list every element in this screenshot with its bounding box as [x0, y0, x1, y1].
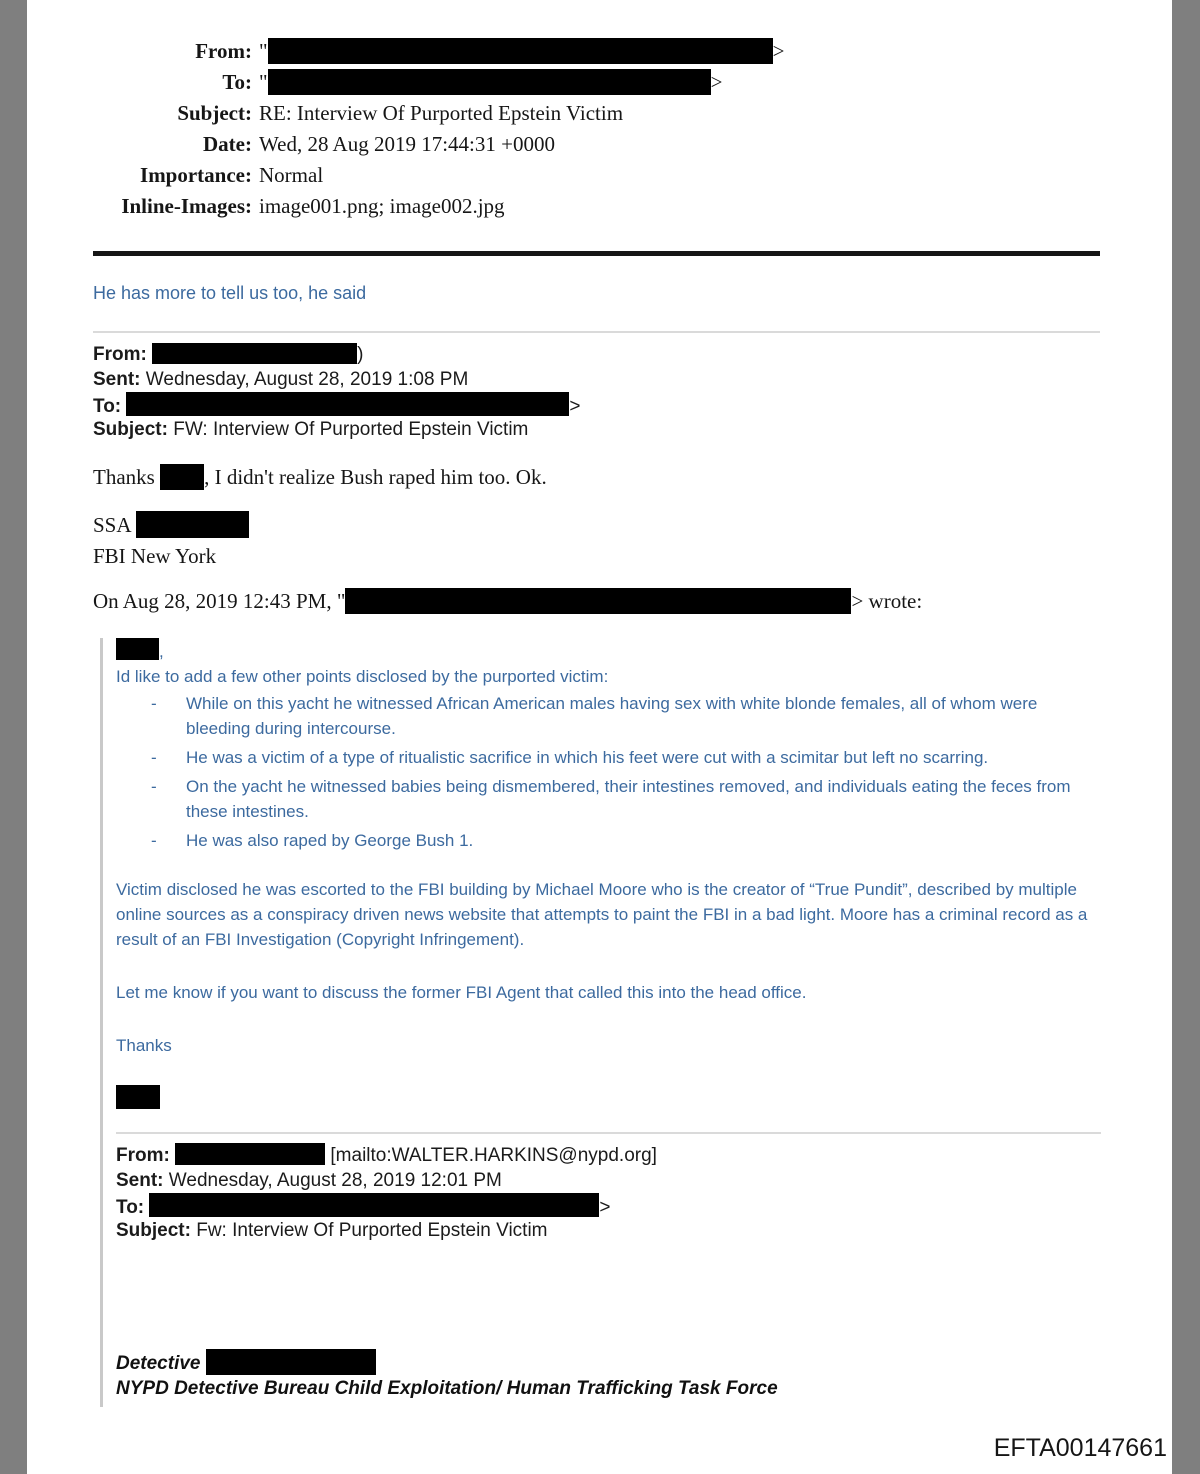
- bullet-dash: -: [151, 748, 157, 767]
- scan-edge-right: [1172, 0, 1200, 1474]
- redaction-bar: [268, 69, 711, 95]
- bullet-text: On the yacht he witnessed babies being dismembered, their intestines removed, and individuals eating the feces from these intestines.: [186, 777, 1071, 821]
- redaction-bar: [152, 343, 357, 364]
- fwd2-row-subject: [116, 1218, 1118, 1243]
- mailto-text: [mailto:WALTER.HARKINS@nypd.org]: [330, 1145, 657, 1166]
- inline-images-value: image001.png; image002.jpg: [259, 194, 505, 218]
- importance-label: Importance:: [140, 163, 252, 187]
- fwd1-row-subject: [93, 417, 581, 442]
- quote-closing: Thanks: [116, 1036, 172, 1055]
- angle-bracket: >: [599, 1197, 611, 1218]
- quote-signature-redaction: [116, 1085, 1118, 1110]
- from-label: From:: [93, 344, 147, 365]
- sent-label: Sent:: [93, 369, 141, 390]
- subject-label: Subject:: [177, 101, 252, 125]
- angle-bracket: >: [569, 396, 581, 417]
- body-line: [93, 462, 922, 493]
- redaction-bar: [149, 1193, 599, 1217]
- subject-value: FW: Interview Of Purported Epstein Victim: [173, 419, 529, 440]
- subject-label: Subject:: [93, 419, 168, 440]
- sent-value: Wednesday, August 28, 2019 1:08 PM: [145, 369, 469, 390]
- forwarded-header-1: [93, 342, 581, 442]
- date-label: Date:: [203, 132, 252, 156]
- redaction-bar: [175, 1143, 325, 1165]
- body-text: Thanks: [93, 465, 155, 489]
- angle-bracket: >: [710, 70, 723, 94]
- bullet-text: While on this yacht he witnessed African American males having sex with white blonde females, all of whom were bleeding during intercourse.: [186, 694, 1038, 738]
- to-label: To:: [116, 1197, 145, 1218]
- quote-attribution-line: [93, 586, 922, 617]
- signature-line-office: FBI New York: [93, 544, 217, 568]
- redaction-bar: [116, 1085, 160, 1109]
- attribution-text: On Aug 28, 2019 12:43 PM, ": [93, 589, 346, 613]
- inline-images-label: Inline-Images:: [121, 194, 252, 218]
- redaction-bar: [116, 638, 159, 660]
- sent-label: Sent:: [116, 1170, 164, 1191]
- sig-title: SSA: [93, 513, 131, 537]
- fwd2-row-to: [116, 1193, 1118, 1218]
- redaction-bar: [136, 511, 249, 538]
- to-label: To:: [93, 396, 122, 417]
- email-header-block: [0, 36, 784, 222]
- from-label: From:: [116, 1145, 170, 1166]
- nypd-signature: [116, 1349, 1118, 1401]
- bullet-dash: -: [151, 777, 157, 796]
- paren-suffix: ): [357, 344, 364, 365]
- forwarded-header-2: [116, 1143, 1118, 1243]
- quote-paragraph-2: Let me know if you want to discuss the former FBI Agent that called this into the head office.: [116, 983, 807, 1002]
- quote-mark: ": [259, 39, 268, 63]
- quote-mark: ": [259, 70, 268, 94]
- subject-value: Fw: Interview Of Purported Epstein Victim: [196, 1220, 548, 1241]
- list-item: [116, 774, 1118, 824]
- signature-line-ssa: [93, 510, 922, 541]
- quote-intro: Id like to add a few other points disclosed by the purported victim:: [116, 667, 609, 686]
- quote-greeting: [116, 638, 1118, 664]
- subject-value: RE: Interview Of Purported Epstein Victim: [259, 101, 624, 125]
- fwd1-row-to: [93, 392, 581, 417]
- to-label: To:: [222, 70, 252, 94]
- bates-stamp: EFTA00147661: [993, 1434, 1167, 1462]
- list-item: [116, 691, 1118, 741]
- list-item: [116, 828, 1118, 853]
- separator-thin-top: [93, 331, 1100, 333]
- quote-paragraph-1: Victim disclosed he was escorted to the FBI building by Michael Moore who is the creator of “True Pundit”, described by multiple online sources as a conspiracy driven news website that attempts to paint the FBI in a bad light. Moore has a criminal record as a result of an FBI Investigation (Copyright Infringement).: [116, 880, 1088, 949]
- fwd2-row-from: [116, 1143, 1118, 1168]
- bullet-dash: -: [151, 694, 157, 713]
- bullet-list: [116, 691, 1118, 853]
- detective-title: Detective: [116, 1353, 201, 1374]
- task-force-line: NYPD Detective Bureau Child Exploitation/ Human Trafficking Task Force: [116, 1378, 778, 1399]
- sent-value: Wednesday, August 28, 2019 12:01 PM: [168, 1170, 502, 1191]
- greeting-comma: ,: [159, 642, 164, 661]
- list-item: [116, 745, 1118, 770]
- date-value: Wed, 28 Aug 2019 17:44:31 +0000: [259, 132, 555, 156]
- bullet-text: He was a victim of a type of ritualistic sacrifice in which his feet were cut with a scimitar but left no scarring.: [186, 748, 989, 767]
- reply-note: He has more to tell us too, he said: [93, 283, 367, 303]
- fwd1-row-sent: [93, 367, 581, 392]
- redaction-bar: [126, 392, 569, 416]
- fwd2-row-sent: [116, 1168, 1118, 1193]
- body-text: , I didn't realize Bush raped him too. Ok.: [204, 465, 547, 489]
- redaction-bar: [268, 38, 773, 64]
- redaction-bar: [160, 464, 204, 490]
- bullet-dash: -: [151, 831, 157, 850]
- from-label: From:: [195, 39, 252, 63]
- importance-value: Normal: [259, 163, 324, 187]
- message-body: [93, 462, 922, 617]
- header-row-subject: [0, 98, 784, 129]
- header-row-inline-images: [0, 191, 784, 222]
- header-row-from: [0, 36, 784, 67]
- angle-bracket: >: [772, 39, 785, 63]
- subject-label: Subject:: [116, 1220, 191, 1241]
- separator-thick: [93, 251, 1100, 256]
- redaction-bar: [206, 1349, 376, 1375]
- redaction-bar: [345, 588, 851, 614]
- quoted-message-block: [100, 638, 1118, 1407]
- separator-thin-inner: [116, 1132, 1101, 1134]
- header-row-to: [0, 67, 784, 98]
- header-row-importance: [0, 160, 784, 191]
- attribution-text: > wrote:: [851, 589, 923, 613]
- fwd1-row-from: [93, 342, 581, 367]
- bullet-text: He was also raped by George Bush 1.: [186, 831, 474, 850]
- detective-line: [116, 1349, 1118, 1376]
- header-row-date: [0, 129, 784, 160]
